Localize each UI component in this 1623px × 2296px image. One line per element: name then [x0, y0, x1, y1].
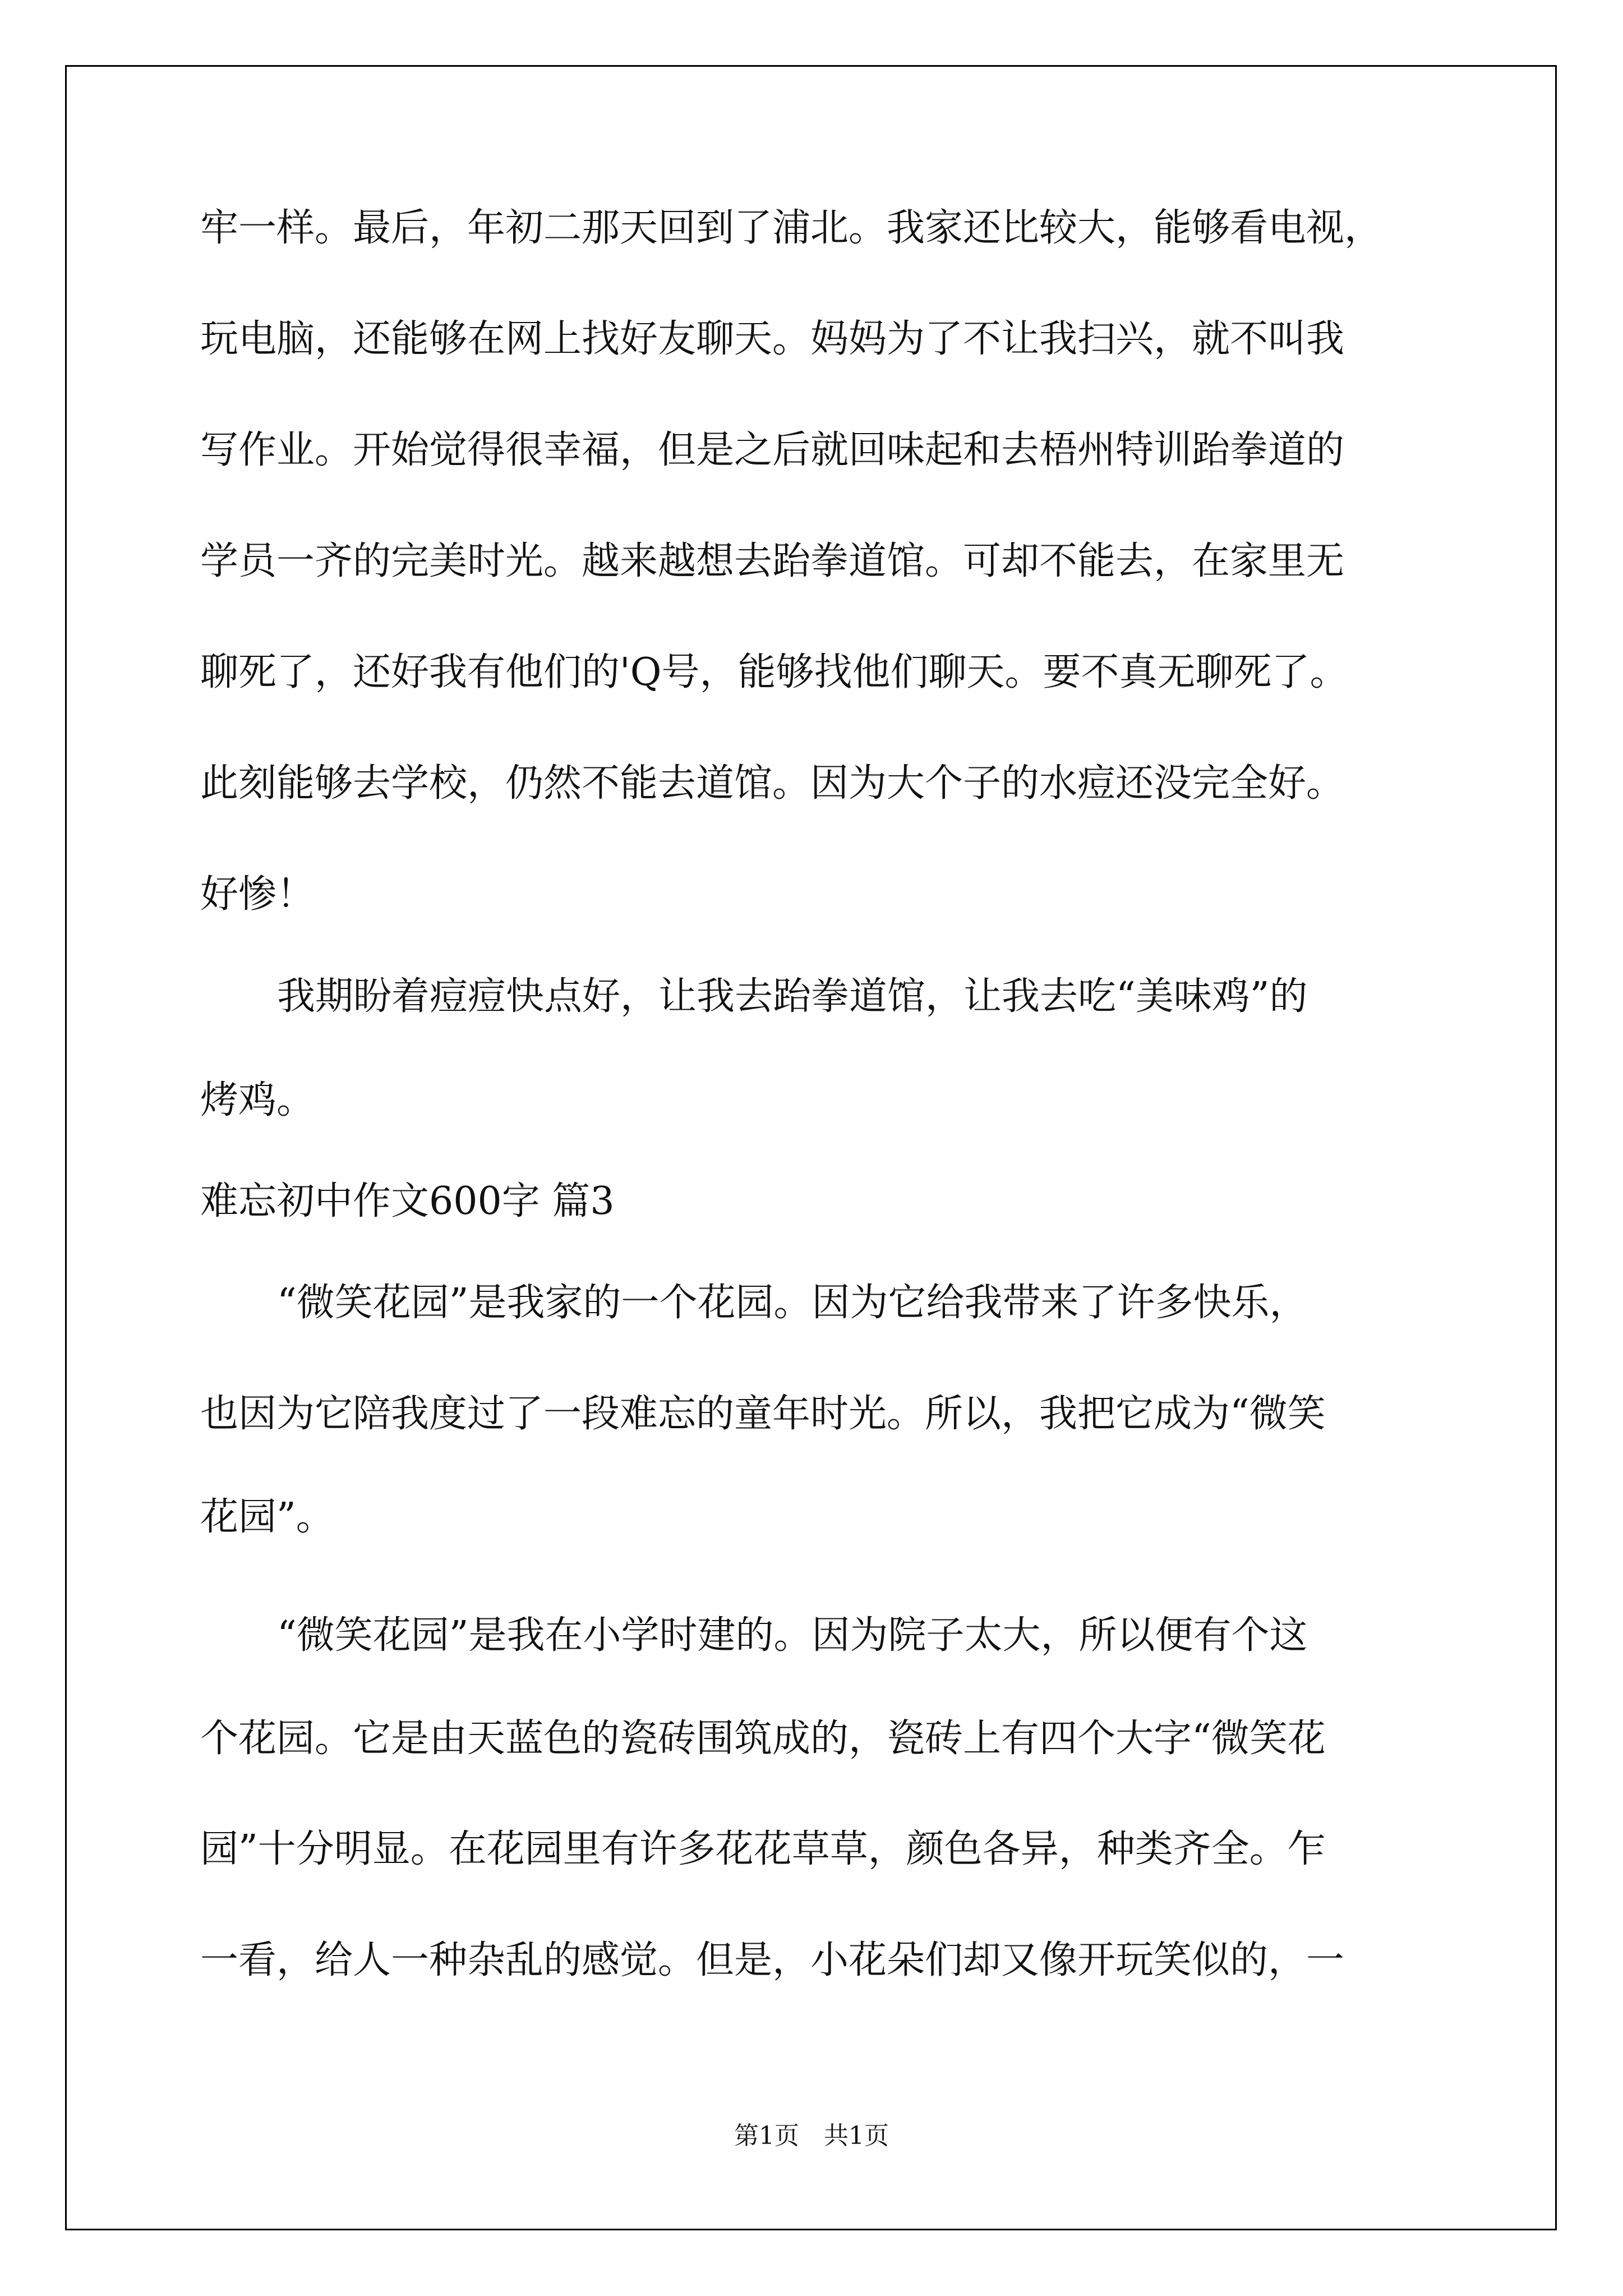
- body-line: 烤鸡。: [200, 1078, 315, 1122]
- body-line: 也因为它陪我度过了一段难忘的童年时光。所以，我把它成为“微笑: [200, 1392, 1326, 1436]
- body-line: 学员一齐的完美时光。越来越想去跆拳道馆。可却不能去，在家里无: [200, 539, 1345, 583]
- body-line: 玩电脑，还能够在网上找好友聊天。妈妈为了不让我扫兴，就不叫我: [200, 317, 1345, 361]
- body-line: 好惨！: [200, 872, 315, 917]
- body-line: 园”十分明显。在花园里有许多花花草草，颜色各异，种类齐全。乍: [200, 1827, 1326, 1871]
- body-line: 个花园。它是由天蓝色的瓷砖围筑成的，瓷砖上有四个大字“微笑花: [200, 1717, 1326, 1761]
- paragraph-first-line: “微笑花园”是我家的一个花园。因为它给我带来了许多快乐，: [277, 1281, 1308, 1325]
- paragraph-first-line: “微笑花园”是我在小学时建的。因为院子太大，所以便有个这: [277, 1613, 1308, 1658]
- body-line: 花园”。: [200, 1495, 334, 1539]
- body-line: 写作业。开始觉得很幸福，但是之后就回味起和去梧州特训跆拳道的: [200, 428, 1345, 472]
- page-border: [65, 65, 1557, 2230]
- body-line: 一看，给人一种杂乱的感觉。但是，小花朵们却又像开玩笑似的，一: [200, 1938, 1345, 1982]
- page-footer: 第1页 共1页: [734, 2122, 889, 2150]
- body-line: 聊死了，还好我有他们的'Q号，能够找他们聊天。要不真无聊死了。: [200, 650, 1348, 694]
- paragraph-first-line: 我期盼着痘痘快点好，让我去跆拳道馆，让我去吃“美味鸡”的: [277, 974, 1308, 1019]
- body-line: 牢一样。最后，年初二那天回到了浦北。我家还比较大，能够看电视，: [200, 206, 1383, 250]
- section-heading: 难忘初中作文600字 篇3: [200, 1179, 615, 1223]
- body-line: 此刻能够去学校，仍然不能去道馆。因为大个子的水痘还没完全好。: [200, 761, 1345, 806]
